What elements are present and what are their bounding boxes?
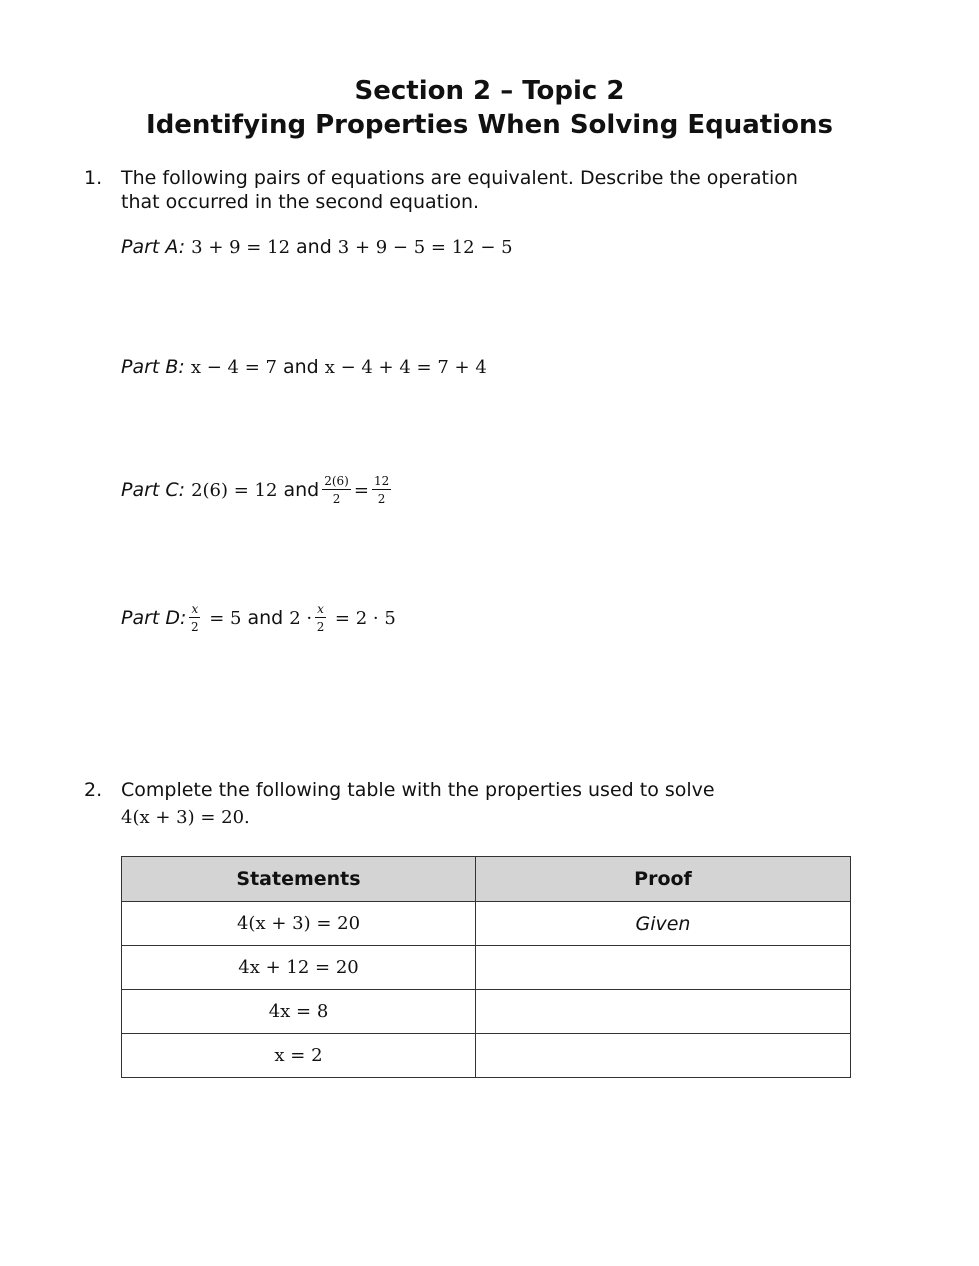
table-row — [122, 990, 851, 1034]
statement-cell: 4(x + 3) = 20 — [122, 902, 476, 946]
part-a-equation-2: 3 + 9 − 5 = 12 − 5 — [337, 236, 513, 258]
part-c-fraction-1 — [322, 474, 351, 506]
proof-cell[interactable] — [476, 946, 851, 990]
part-c-label: Part C: — [121, 479, 186, 501]
part-c-equals: = — [353, 479, 369, 501]
part-c-fraction-1-denominator: 2 — [332, 492, 341, 506]
column-header-statements: Statements — [122, 857, 476, 902]
question-1-number: 1. — [84, 167, 103, 189]
part-c — [121, 474, 394, 506]
part-b-equation-2: x − 4 + 4 = 7 + 4 — [324, 356, 487, 378]
question-2-text: Complete the following table with the properties used to solve — [121, 779, 715, 801]
part-d — [121, 602, 396, 634]
part-c-fraction-2-denominator: 2 — [377, 492, 386, 506]
proof-cell[interactable] — [476, 1034, 851, 1078]
part-d-fraction-1 — [189, 602, 200, 634]
question-2-equation: 4(x + 3) = 20. — [121, 807, 250, 828]
part-c-fraction-2-numerator: 12 — [373, 474, 390, 488]
part-d-label: Part D: — [121, 607, 187, 629]
part-a-equation-1: 3 + 9 = 12 — [191, 236, 291, 258]
part-c-equation-1: 2(6) = 12 — [191, 479, 278, 501]
statement-cell: x = 2 — [122, 1034, 476, 1078]
proof-cell[interactable] — [476, 990, 851, 1034]
part-a-conjunction: and — [296, 236, 332, 258]
part-d-fraction-2-denominator: 2 — [316, 620, 325, 634]
statement-cell: 4x + 12 = 20 — [122, 946, 476, 990]
part-c-conjunction: and — [283, 479, 320, 501]
part-b-label: Part B: — [121, 356, 185, 378]
table-row — [122, 946, 851, 990]
column-header-proof: Proof — [476, 857, 851, 902]
properties-table — [121, 856, 851, 1078]
part-b-equation-1: x − 4 = 7 — [190, 356, 277, 378]
part-d-rhs-2: = 2 · 5 — [334, 607, 396, 629]
question-1-text: The following pairs of equations are equivalent. Describe the operation that occurred in the second equation. — [121, 167, 798, 213]
table-row — [122, 1034, 851, 1078]
page-title: Section 2 – Topic 2 — [354, 76, 625, 106]
part-a-label: Part A: — [121, 236, 186, 258]
part-d-fraction-1-denominator: 2 — [191, 620, 199, 634]
question-2-number: 2. — [84, 779, 103, 801]
part-d-rhs-1: = 5 — [209, 607, 242, 629]
part-d-fraction-1-numerator: x — [191, 602, 199, 616]
part-d-prefix: 2 · — [289, 607, 313, 629]
part-b — [121, 356, 487, 378]
statement-cell: 4x = 8 — [122, 990, 476, 1034]
part-c-fraction-2 — [372, 474, 391, 506]
table-header-row — [122, 857, 851, 902]
part-b-conjunction: and — [282, 356, 319, 378]
table-row — [122, 902, 851, 946]
part-d-fraction-2 — [315, 602, 326, 634]
part-d-fraction-2-numerator: x — [317, 602, 324, 616]
proof-cell[interactable]: Given — [476, 902, 851, 946]
part-d-conjunction: and — [247, 607, 284, 629]
part-c-fraction-1-numerator: 2(6) — [324, 474, 349, 488]
page-subtitle: Identifying Properties When Solving Equations — [146, 110, 833, 140]
part-a — [121, 236, 513, 258]
